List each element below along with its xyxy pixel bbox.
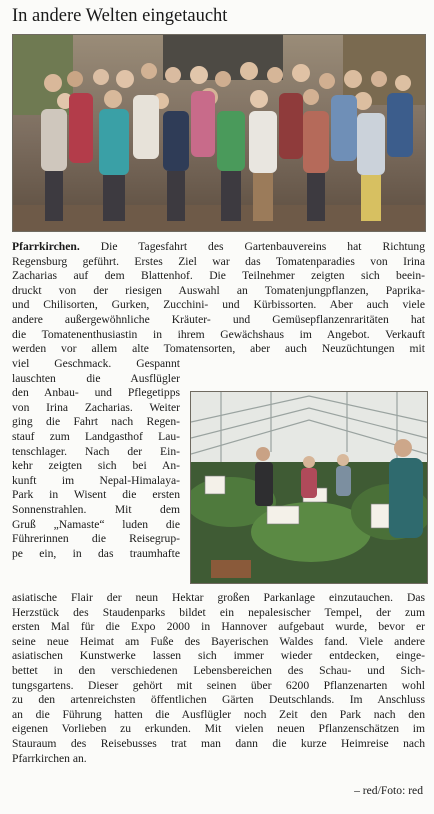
text-line: werden vor allem alte Tomatensorten, aber auch Neuzüchtungen mit — [12, 342, 425, 356]
text-line-segment: Die Tagesfahrt des Gartenbauvereins hat Richtung — [79, 240, 425, 253]
text-line: andere außergewöhnliche Kräuter- und Gemüsepflanzenraritäten hat — [12, 312, 425, 326]
text-line: Zacharias auf dem Blattenhof. Die Teilnehmer zeigten sich beein- — [12, 269, 425, 283]
text-line: Stauraum des Reisebusses trat man dann die kurze Heimreise nach — [12, 736, 425, 750]
dateline: Pfarrkirchen. — [12, 240, 80, 253]
text-line: seine neue Heimat am Fuße des Bayerischen Waldes fand. Viele andere — [12, 634, 425, 648]
text-line: den Anbau- und Pflegetipps — [12, 386, 180, 400]
text-line — [12, 240, 425, 255]
text-line: eigenen Vorlieben zu erkunden. Mit vielen neuen Pflanzenschätzen im — [12, 722, 425, 736]
text-line: Park in Wisent die ersten — [12, 488, 180, 502]
greenhouse-photo-illustration — [191, 392, 427, 583]
text-line: Regensburg geführt. Erstes Ziel war das Tomatenparadies von Irina — [12, 254, 425, 268]
text-line: tenschlager. Nach der Ein- — [12, 444, 180, 458]
top-paragraph — [12, 240, 425, 357]
text-line: kehr zeigten sich bei An- — [12, 459, 180, 473]
text-line: die Tomatenenthusiastin in ihrem Gewächshaus im Angebot. Verkauft — [12, 327, 425, 341]
text-line: stauf zum Landgasthof Lau- — [12, 429, 180, 443]
text-line: Führerinnen die Reisegrup- — [12, 532, 180, 546]
text-line: lauschten die Ausflügler — [12, 371, 180, 385]
text-line: Pfarrkirchen an. — [12, 751, 87, 765]
text-line: pe ein, in das traumhafte — [12, 546, 180, 560]
text-line: ersten Mal für die Expo 2000 in Hannover aufgebaut wurde, bevor er — [12, 620, 425, 634]
greenhouse-photo — [190, 391, 428, 584]
text-line: tungsgartens. Dieser gehört mit seinen über 6200 Pflanzenarten wohl — [12, 678, 425, 692]
photo-credit: – red/Foto: red — [354, 784, 423, 797]
text-line: kunft im Nepal-Himalaya- — [12, 473, 180, 487]
text-line: Herzstück des Staudenparks bildet ein nepalesischer Tempel, der zum — [12, 605, 425, 619]
text-line: Gruß „Namaste“ luden die — [12, 517, 180, 531]
bottom-paragraph — [12, 591, 425, 766]
group-photo — [12, 34, 426, 232]
group-photo-illustration — [13, 35, 425, 231]
text-line: zu den artenreichsten öffentlichen Gärten Deutschlands. Im Anschluss — [12, 693, 425, 707]
text-line: an die Führung hatten die Ausflügler noch Zeit den Park nach den — [12, 707, 425, 721]
text-line: asiatischen Kunstwerke lassen sich immer wieder entdecken, einge- — [12, 649, 425, 663]
text-line: und Chilisorten, Gurken, Zucchini- und Kürbissorten. Aber auch viele — [12, 298, 425, 312]
text-line: von Irina Zacharias. Weiter — [12, 400, 180, 414]
text-line: ging die Fahrt nach Regen- — [12, 415, 180, 429]
text-line: asiatische Flair der neun Hektar großen Parkanlage einzutauchen. Das — [12, 591, 425, 604]
side-paragraph — [12, 357, 180, 561]
text-line: viel Geschmack. Gespannt — [12, 357, 180, 370]
text-line: Sonnenstrahlen. Mit dem — [12, 502, 180, 516]
text-line: druckt von der riesigen Auswahl an Tomatenjungpflanzen, Paprika- — [12, 283, 425, 297]
article-headline: In andere Welten eingetaucht — [12, 6, 228, 26]
text-line: bettet in den verschiedenen Lebensbereichen des Schau- und Sich- — [12, 663, 425, 677]
